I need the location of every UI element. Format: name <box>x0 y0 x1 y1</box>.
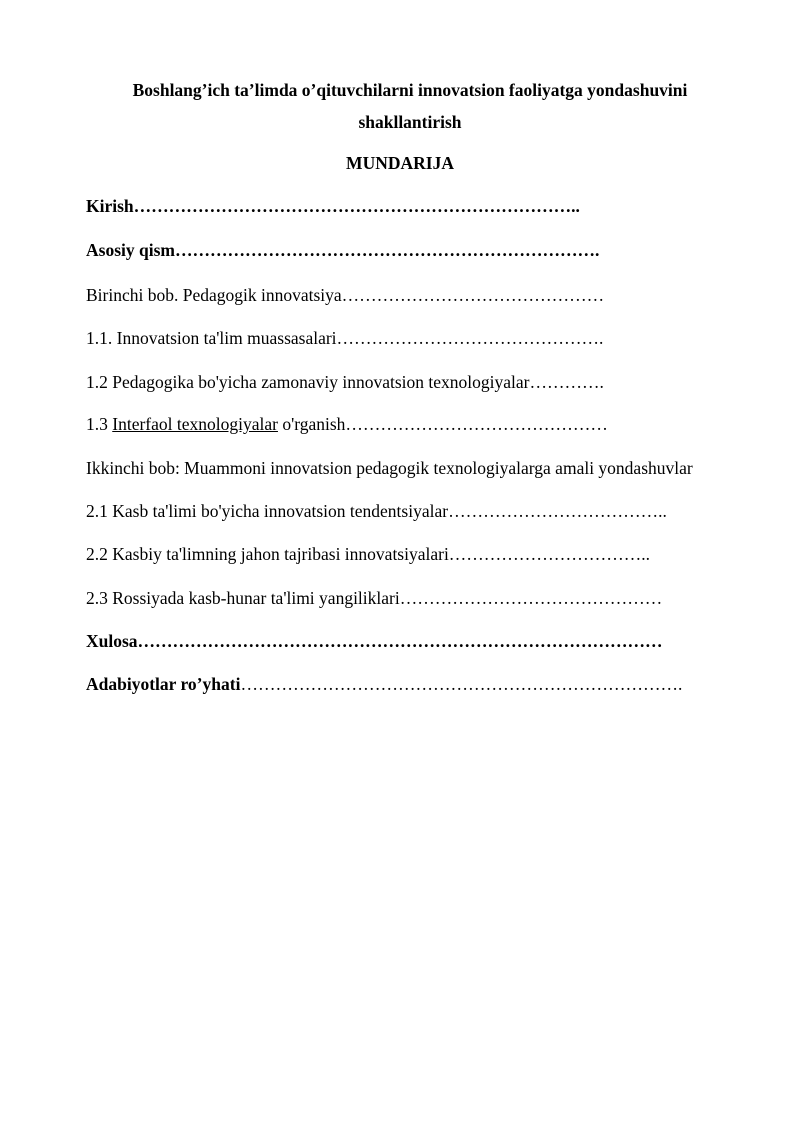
toc-entry-asosiy-qism: Asosiy qism………………………………………………………………. <box>86 240 600 260</box>
toc-entry-adabiyotlar-label: Adabiyotlar ro’yhati <box>86 674 241 694</box>
toc-entry-1-3-suffix: o'rganish……………………………………… <box>277 414 608 434</box>
toc-entry-1-3-link[interactable]: Interfaol texnologiyalar <box>112 414 278 434</box>
toc-entry-2-1: 2.1 Kasb ta'limi bo'yicha innovatsion tendentsiyalar……………………………….. <box>86 501 667 521</box>
toc-entry-adabiyotlar <box>86 672 682 696</box>
toc-entry-1-3-prefix: 1.3 <box>86 414 113 434</box>
toc-entry-1-2: 1.2 Pedagogika bo'yicha zamonaviy innovatsion texnologiyalar…………. <box>86 372 604 392</box>
document-title: Boshlang’ich ta’limda o’qituvchilarni innovatsion faoliyatga yondashuvini shakllantirish <box>132 80 688 132</box>
toc-entry-1-1: 1.1. Innovatsion ta'lim muassasalari………………………………………. <box>86 328 604 348</box>
toc-entry-2-3: 2.3 Rossiyada kasb-hunar ta'limi yangiliklari……………………………………… <box>86 588 663 608</box>
toc-entry-chapter-1: Birinchi bob. Pedagogik innovatsiya……………………………………… <box>86 285 605 305</box>
toc-entry-xulosa: Xulosa……………………………………………………………………………… <box>86 631 663 651</box>
toc-entry-kirish: Kirish………………………………………………………………….. <box>86 196 580 216</box>
toc-entry-2-2: 2.2 Kasbiy ta'limning jahon tajribasi innovatsiyalari…………………………….. <box>86 544 651 564</box>
toc-entry-1-3 <box>86 412 608 436</box>
toc-entry-chapter-2: Ikkinchi bob: Muammoni innovatsion pedagogik texnologiyalarga amali yondashuvlar <box>86 458 693 478</box>
toc-heading: MUNDARIJA <box>346 153 454 173</box>
toc-entry-adabiyotlar-dots: …………………………………………………………………. <box>240 674 683 694</box>
